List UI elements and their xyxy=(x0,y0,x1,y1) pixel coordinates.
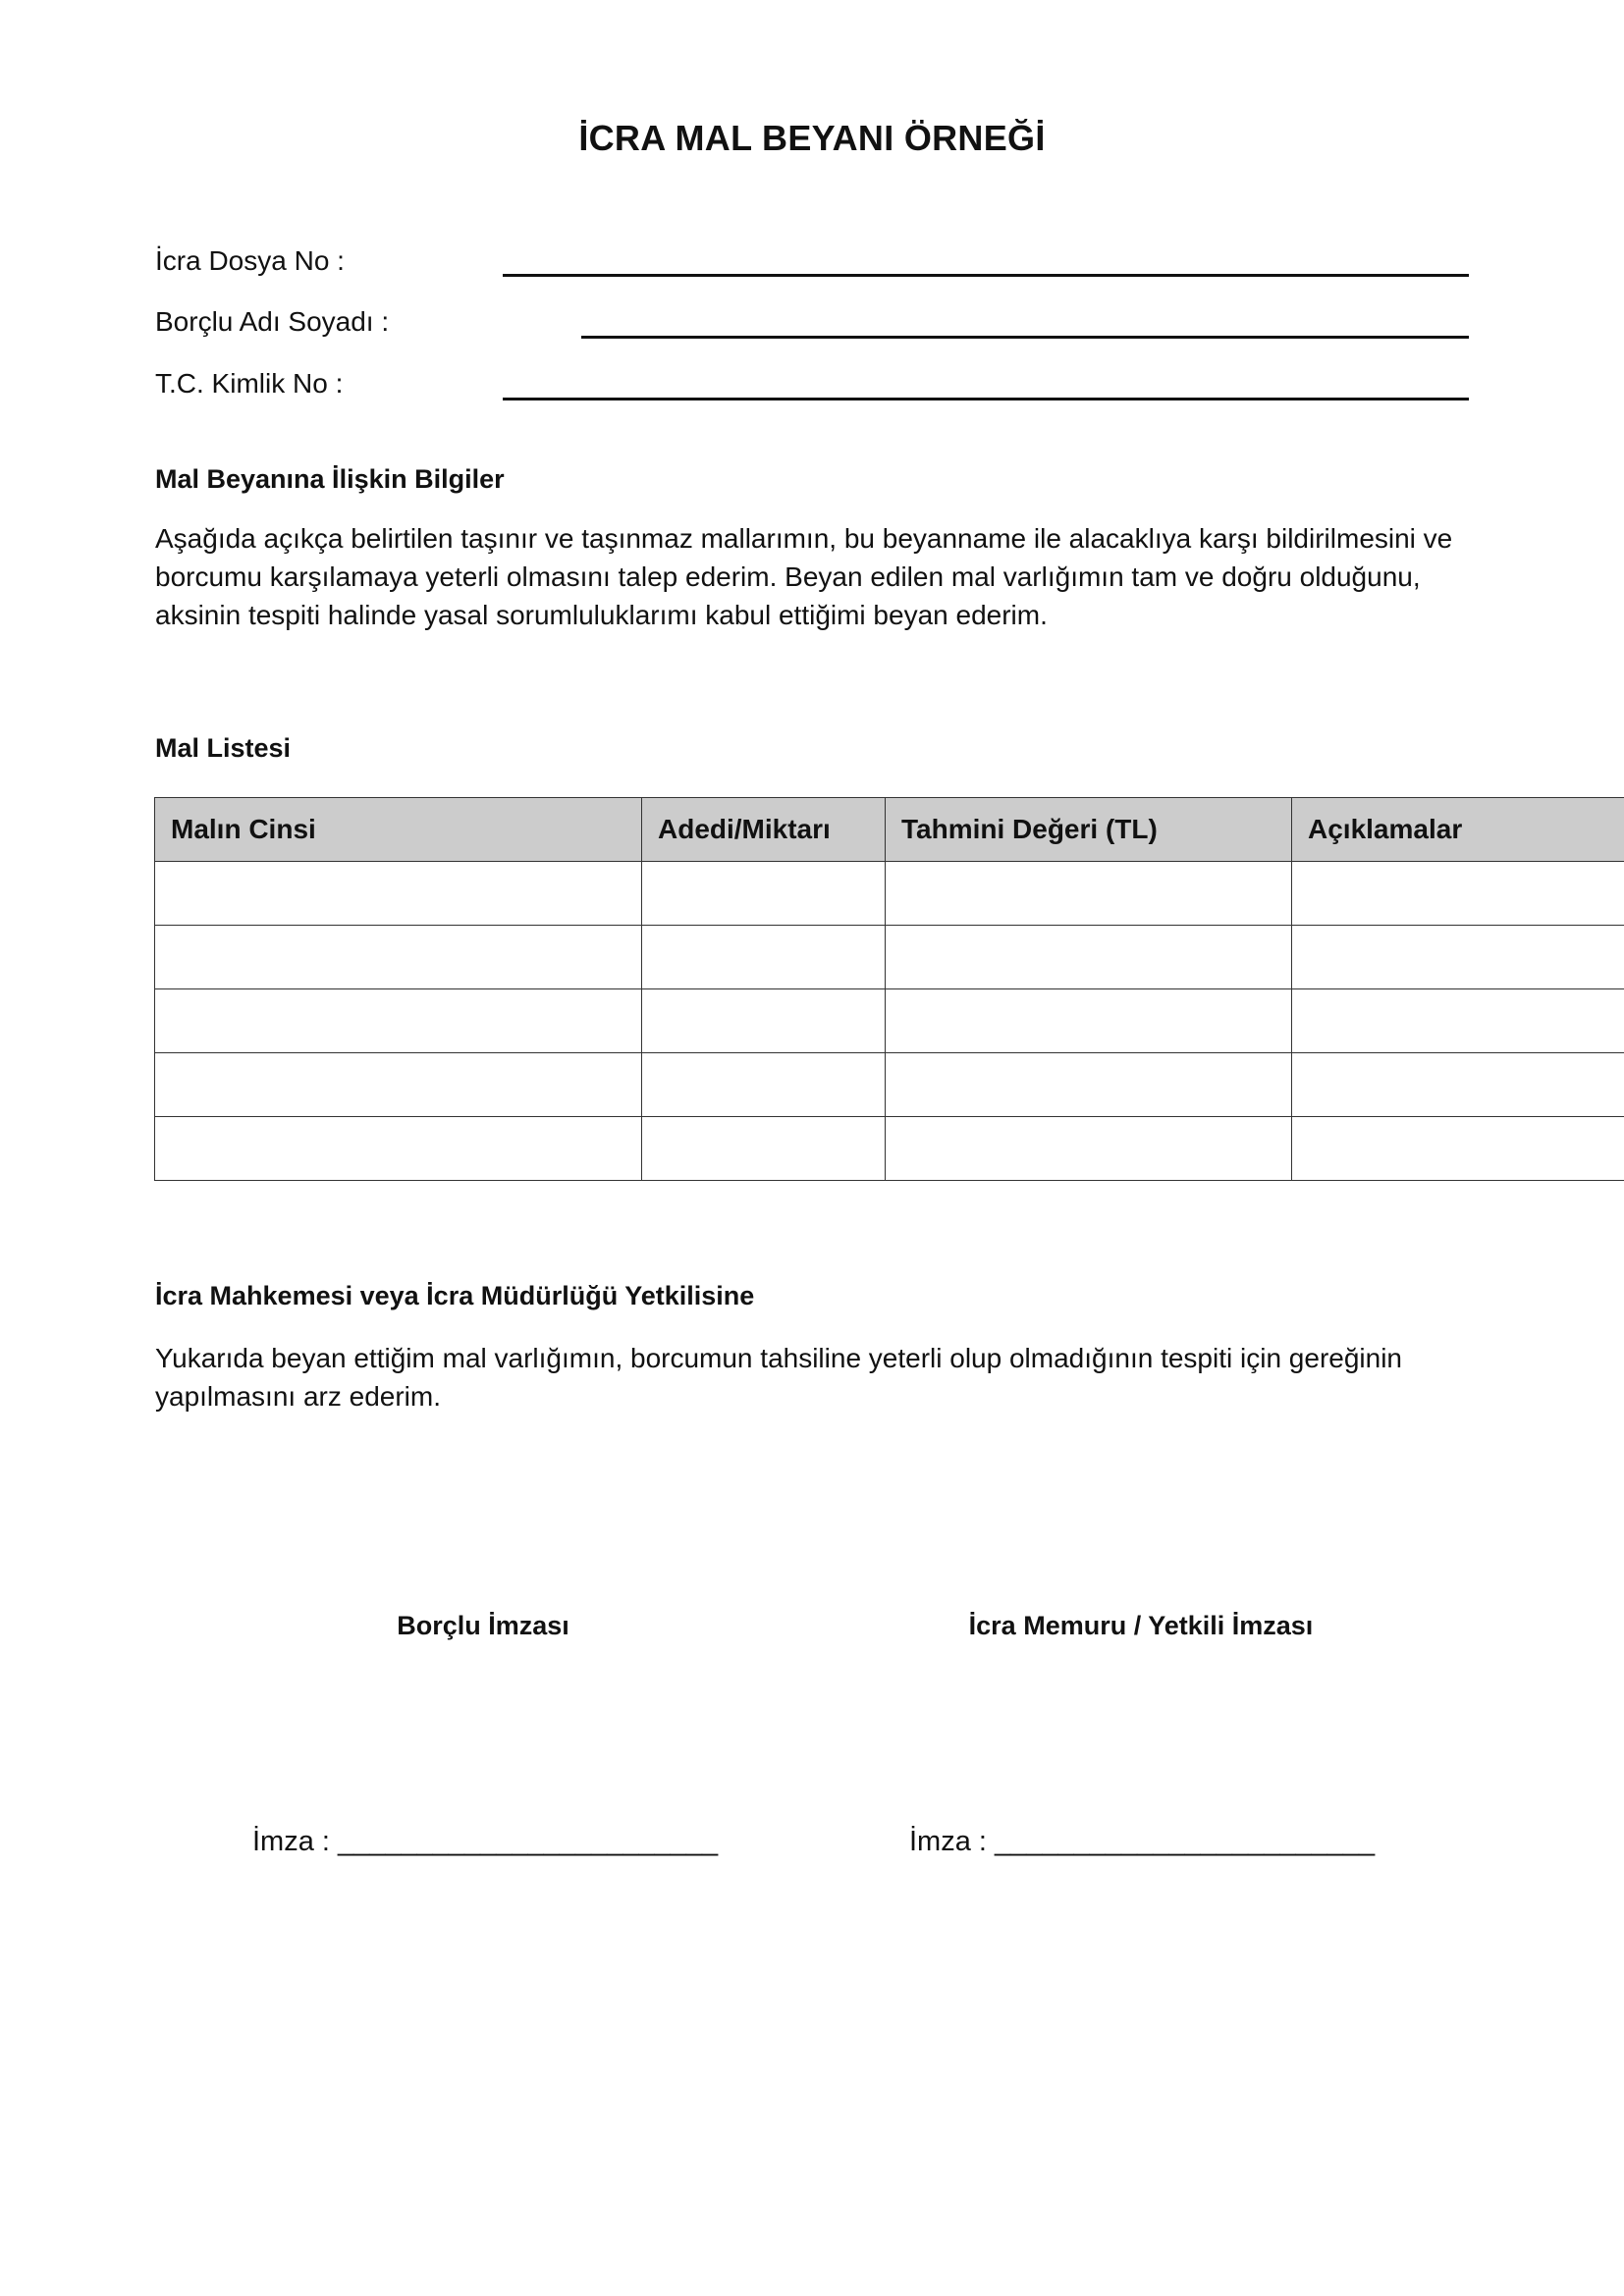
asset-table-header-row xyxy=(155,798,1624,862)
table-row xyxy=(155,989,1624,1053)
table-cell[interactable] xyxy=(1292,926,1624,989)
table-cell[interactable] xyxy=(886,926,1292,989)
table-cell[interactable] xyxy=(155,926,642,989)
table-cell[interactable] xyxy=(642,989,886,1053)
officer-signature-line[interactable]: İmza : ________________________ xyxy=(909,1826,1376,1857)
table-cell[interactable] xyxy=(155,1117,642,1181)
table-cell[interactable] xyxy=(1292,1117,1624,1181)
borclu-adi-label: Borçlu Adı Soyadı : xyxy=(155,306,390,337)
column-header-tahmini-degeri: Tahmini Değeri (TL) xyxy=(886,798,1292,862)
table-cell[interactable] xyxy=(642,1053,886,1117)
table-cell[interactable] xyxy=(1292,1053,1624,1117)
table-row xyxy=(155,862,1624,926)
officer-signature-heading: İcra Memuru / Yetkili İmzası xyxy=(968,1611,1314,1640)
table-cell[interactable] xyxy=(1292,862,1624,926)
debtor-signature-line[interactable]: İmza : ________________________ xyxy=(252,1826,719,1857)
column-header-aciklamalar: Açıklamalar xyxy=(1292,798,1624,862)
dosya-no-field[interactable] xyxy=(503,274,1469,277)
table-row xyxy=(155,1117,1624,1181)
table-cell[interactable] xyxy=(155,1053,642,1117)
table-cell[interactable] xyxy=(1292,989,1624,1053)
info-section-heading: Mal Beyanına İlişkin Bilgiler xyxy=(155,464,505,494)
document-title: İCRA MAL BEYANI ÖRNEĞİ xyxy=(578,118,1046,158)
borclu-adi-field[interactable] xyxy=(581,336,1469,339)
table-cell[interactable] xyxy=(155,862,642,926)
debtor-signature-heading: Borçlu İmzası xyxy=(397,1611,569,1640)
table-row xyxy=(155,1053,1624,1117)
table-cell[interactable] xyxy=(886,1053,1292,1117)
table-cell[interactable] xyxy=(642,926,886,989)
column-header-adedi-miktari: Adedi/Miktarı xyxy=(642,798,886,862)
table-cell[interactable] xyxy=(886,989,1292,1053)
asset-table xyxy=(154,797,1624,1181)
table-cell[interactable] xyxy=(886,862,1292,926)
dosya-no-label: İcra Dosya No : xyxy=(155,245,345,276)
asset-list-heading: Mal Listesi xyxy=(155,733,292,763)
table-cell[interactable] xyxy=(642,1117,886,1181)
table-cell[interactable] xyxy=(886,1117,1292,1181)
authority-section-heading: İcra Mahkemesi veya İcra Müdürlüğü Yetkilisine xyxy=(155,1281,755,1310)
table-cell[interactable] xyxy=(642,862,886,926)
column-header-malin-cinsi: Malın Cinsi xyxy=(155,798,642,862)
tc-kimlik-field[interactable] xyxy=(503,398,1469,400)
tc-kimlik-label: T.C. Kimlik No : xyxy=(155,368,344,399)
table-cell[interactable] xyxy=(155,989,642,1053)
info-section-text: Aşağıda açıkça belirtilen taşınır ve taşınmaz mallarımın, bu beyanname ile alacaklıya karşı bildirilmesini ve borcumu karşılamaya yeterli olmasını talep ederim. Beyan edilen mal varlığımın tam ve doğru olduğunu, aksinin tespiti halinde yasal sorumluluklarımı kabul ettiğimi beyan ederim. xyxy=(155,523,1453,630)
table-row xyxy=(155,926,1624,989)
authority-section-text: Yukarıda beyan ettiğim mal varlığımın, borcumun tahsiline yeterli olup olmadığının tespiti için gereğinin yapılmasını arz ederim. xyxy=(155,1343,1402,1412)
